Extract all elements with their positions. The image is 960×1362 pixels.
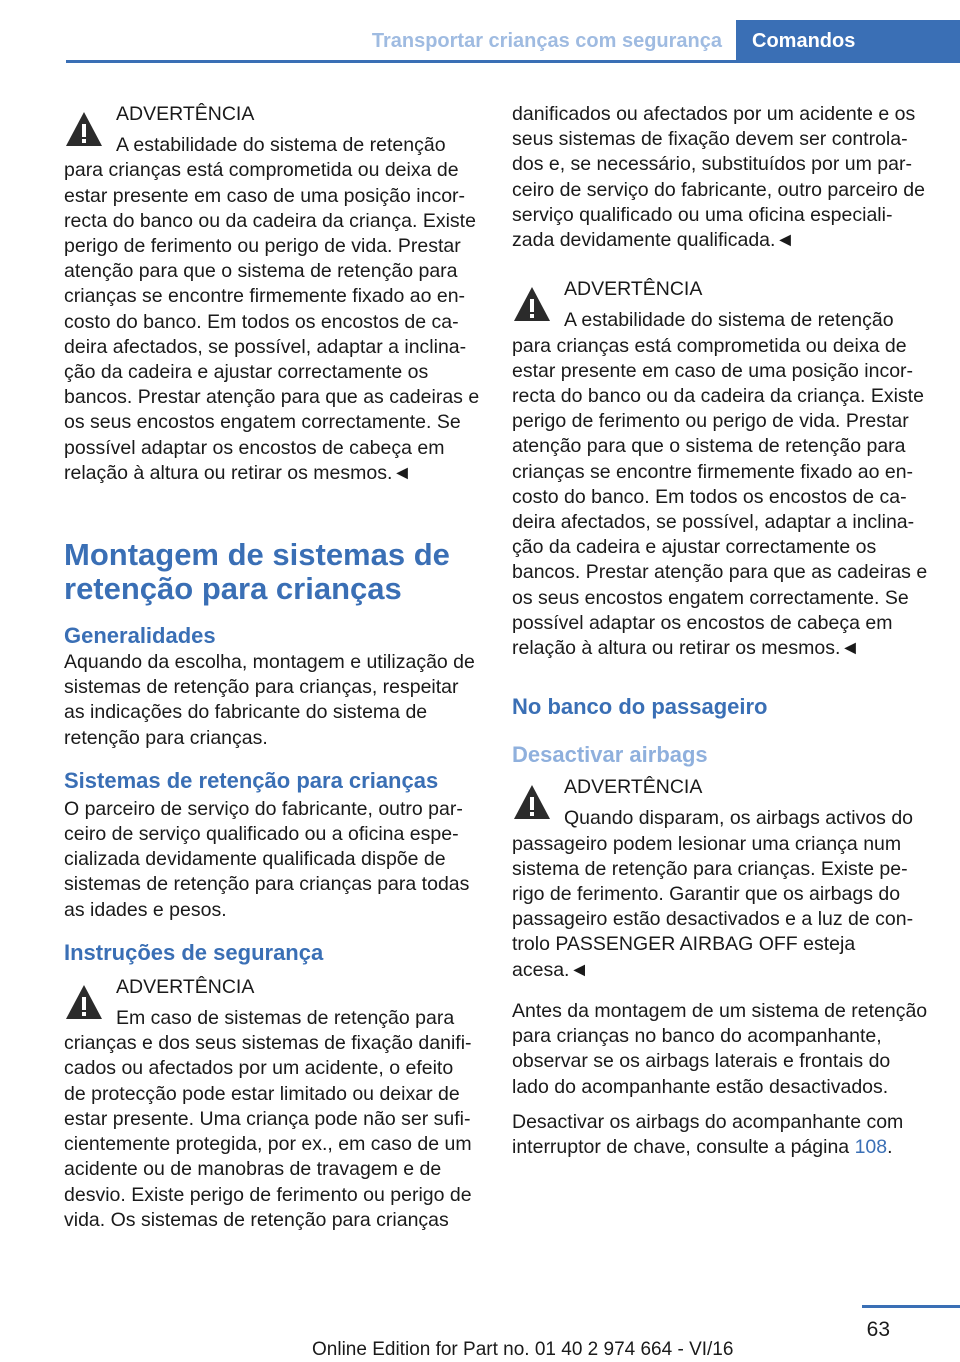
section-heading: Montagem de sistemas de retenção para crianças [64, 537, 450, 607]
paragraph: Aquando da escolha, montagem e utilização de sistemas de retenção para crianças, respeitar as indicações do fabricante do sistema de retenção para crianças. [64, 651, 475, 749]
footer-edition: Online Edition for Part no. 01 40 2 974 664 - VI/16 [312, 1339, 734, 1360]
subheading-desactivar-airbags: Desactivar airbags [512, 742, 708, 768]
warning-block [64, 102, 480, 486]
header-rule [66, 60, 960, 63]
page-number: 63 [866, 1318, 890, 1341]
warning-block [512, 775, 928, 983]
paragraph: O parceiro de serviço do fabricante, outro parceiro de serviço qualificado ou a oficina especializada devidamente qualificada dispõe de sistemas de retenção para crianças para todas as idades e pesos. [64, 797, 470, 921]
warning-triangle-icon [512, 283, 552, 333]
page-reference-link[interactable]: 108 [854, 1135, 888, 1158]
paragraph-text: Desactivar os airbags do acompanhante com interruptor de chave, consulte a página [512, 1110, 904, 1158]
subheading-generalidades: Generalidades [64, 623, 216, 649]
left-column [64, 102, 480, 1243]
warning-title: ADVERTÊNCIA [116, 103, 255, 125]
warning-triangle-icon [64, 981, 104, 1031]
subheading-instrucoes: Instruções de segurança [64, 939, 324, 965]
warning-title: ADVERTÊNCIA [116, 975, 255, 998]
right-column [512, 102, 928, 1170]
subheading-sistemas: Sistemas de retenção para crianças [64, 767, 439, 793]
paragraph [512, 1110, 928, 1160]
warning-triangle-icon [64, 108, 104, 158]
paragraph: danificados ou afectados por um acidente e os seus sistemas de fixação devem ser controlados e, se necessário, substituídos por um parceiro de serviço do fabricante, outro parceiro de serviço qualificado ou uma oficina especializada devidamente qualificada.◄ [512, 103, 925, 252]
paragraph-end: . [887, 1135, 893, 1158]
warning-text: Quando disparam, os airbags activos do passageiro podem lesionar uma criança num sistema de retenção para crianças. Existe perigo de ferimento. Garantir que os airbags do passageiro estão desactivados e a luz de controlo PASSENGER AIRBAG OFF esteja acesa.◄ [512, 807, 914, 981]
warning-text: A estabilidade do sistema de retenção para crianças está comprometida ou deixa de estar presente em caso de uma posição incorrecta do banco ou da cadeira da criança. Existe perigo de ferimento ou perigo de vida. Prestar atenção para que o sistema de retenção para crianças se encontre firmemente fixado ao encosto do banco. Em todos os encostos de cadeira afectados, se possível, adaptar a inclinação da cadeira e ajustar correctamente os bancos. Prestar atenção para que as cadeiras e os seus encostos engatem correctamente. Se possível adaptar os encostos de cabeça em relação à altura ou retirar os mesmos.◄ [512, 309, 928, 660]
warning-triangle-icon [512, 781, 552, 831]
warning-text: A estabilidade do sistema de retenção para crianças está comprometida ou deixa de estar presente em caso de uma posição incorrecta do banco ou da cadeira da criança. Existe perigo de ferimento ou perigo de vida. Prestar atenção para que o sistema de retenção para crianças se encontre firmemente fixado ao encosto do banco. Em todos os encostos de cadeira afectados, se possível, adaptar a inclinação da cadeira e ajustar correctamente os bancos. Prestar atenção para que as cadeiras e os seus encostos engatem correctamente. Se possível adaptar os encostos de cabeça em relação à altura ou retirar os mesmos.◄ [64, 134, 480, 484]
running-header-section: Transportar crianças com segurança [371, 30, 722, 52]
subheading-banco-passageiro: No banco do passageiro [512, 694, 768, 720]
page-number-rule [862, 1305, 960, 1308]
warning-title: ADVERTÊNCIA [564, 278, 703, 301]
running-header-tab: Comandos [736, 20, 960, 63]
warning-text: Em caso de sistemas de retenção para crianças e dos seus sistemas de fixação danificados ou afectados por um acidente, o efeito de protecção pode estar limitado ou deixar de estar presente. Uma criança pode não ser suficientemente protegida, por ex., em caso de um acidente ou de manobras de travagem e de desvio. Existe perigo de ferimento ou perigo de vida. Os sistemas de retenção para crianças [64, 1007, 472, 1231]
warning-block [512, 277, 928, 661]
paragraph: Antes da montagem de um sistema de retenção para crianças no banco do acompanhante, observar se os airbags laterais e frontais do lado do acompanhante estão desactivados. [512, 999, 928, 1098]
warning-block [64, 975, 480, 1233]
warning-title: ADVERTÊNCIA [564, 776, 703, 799]
